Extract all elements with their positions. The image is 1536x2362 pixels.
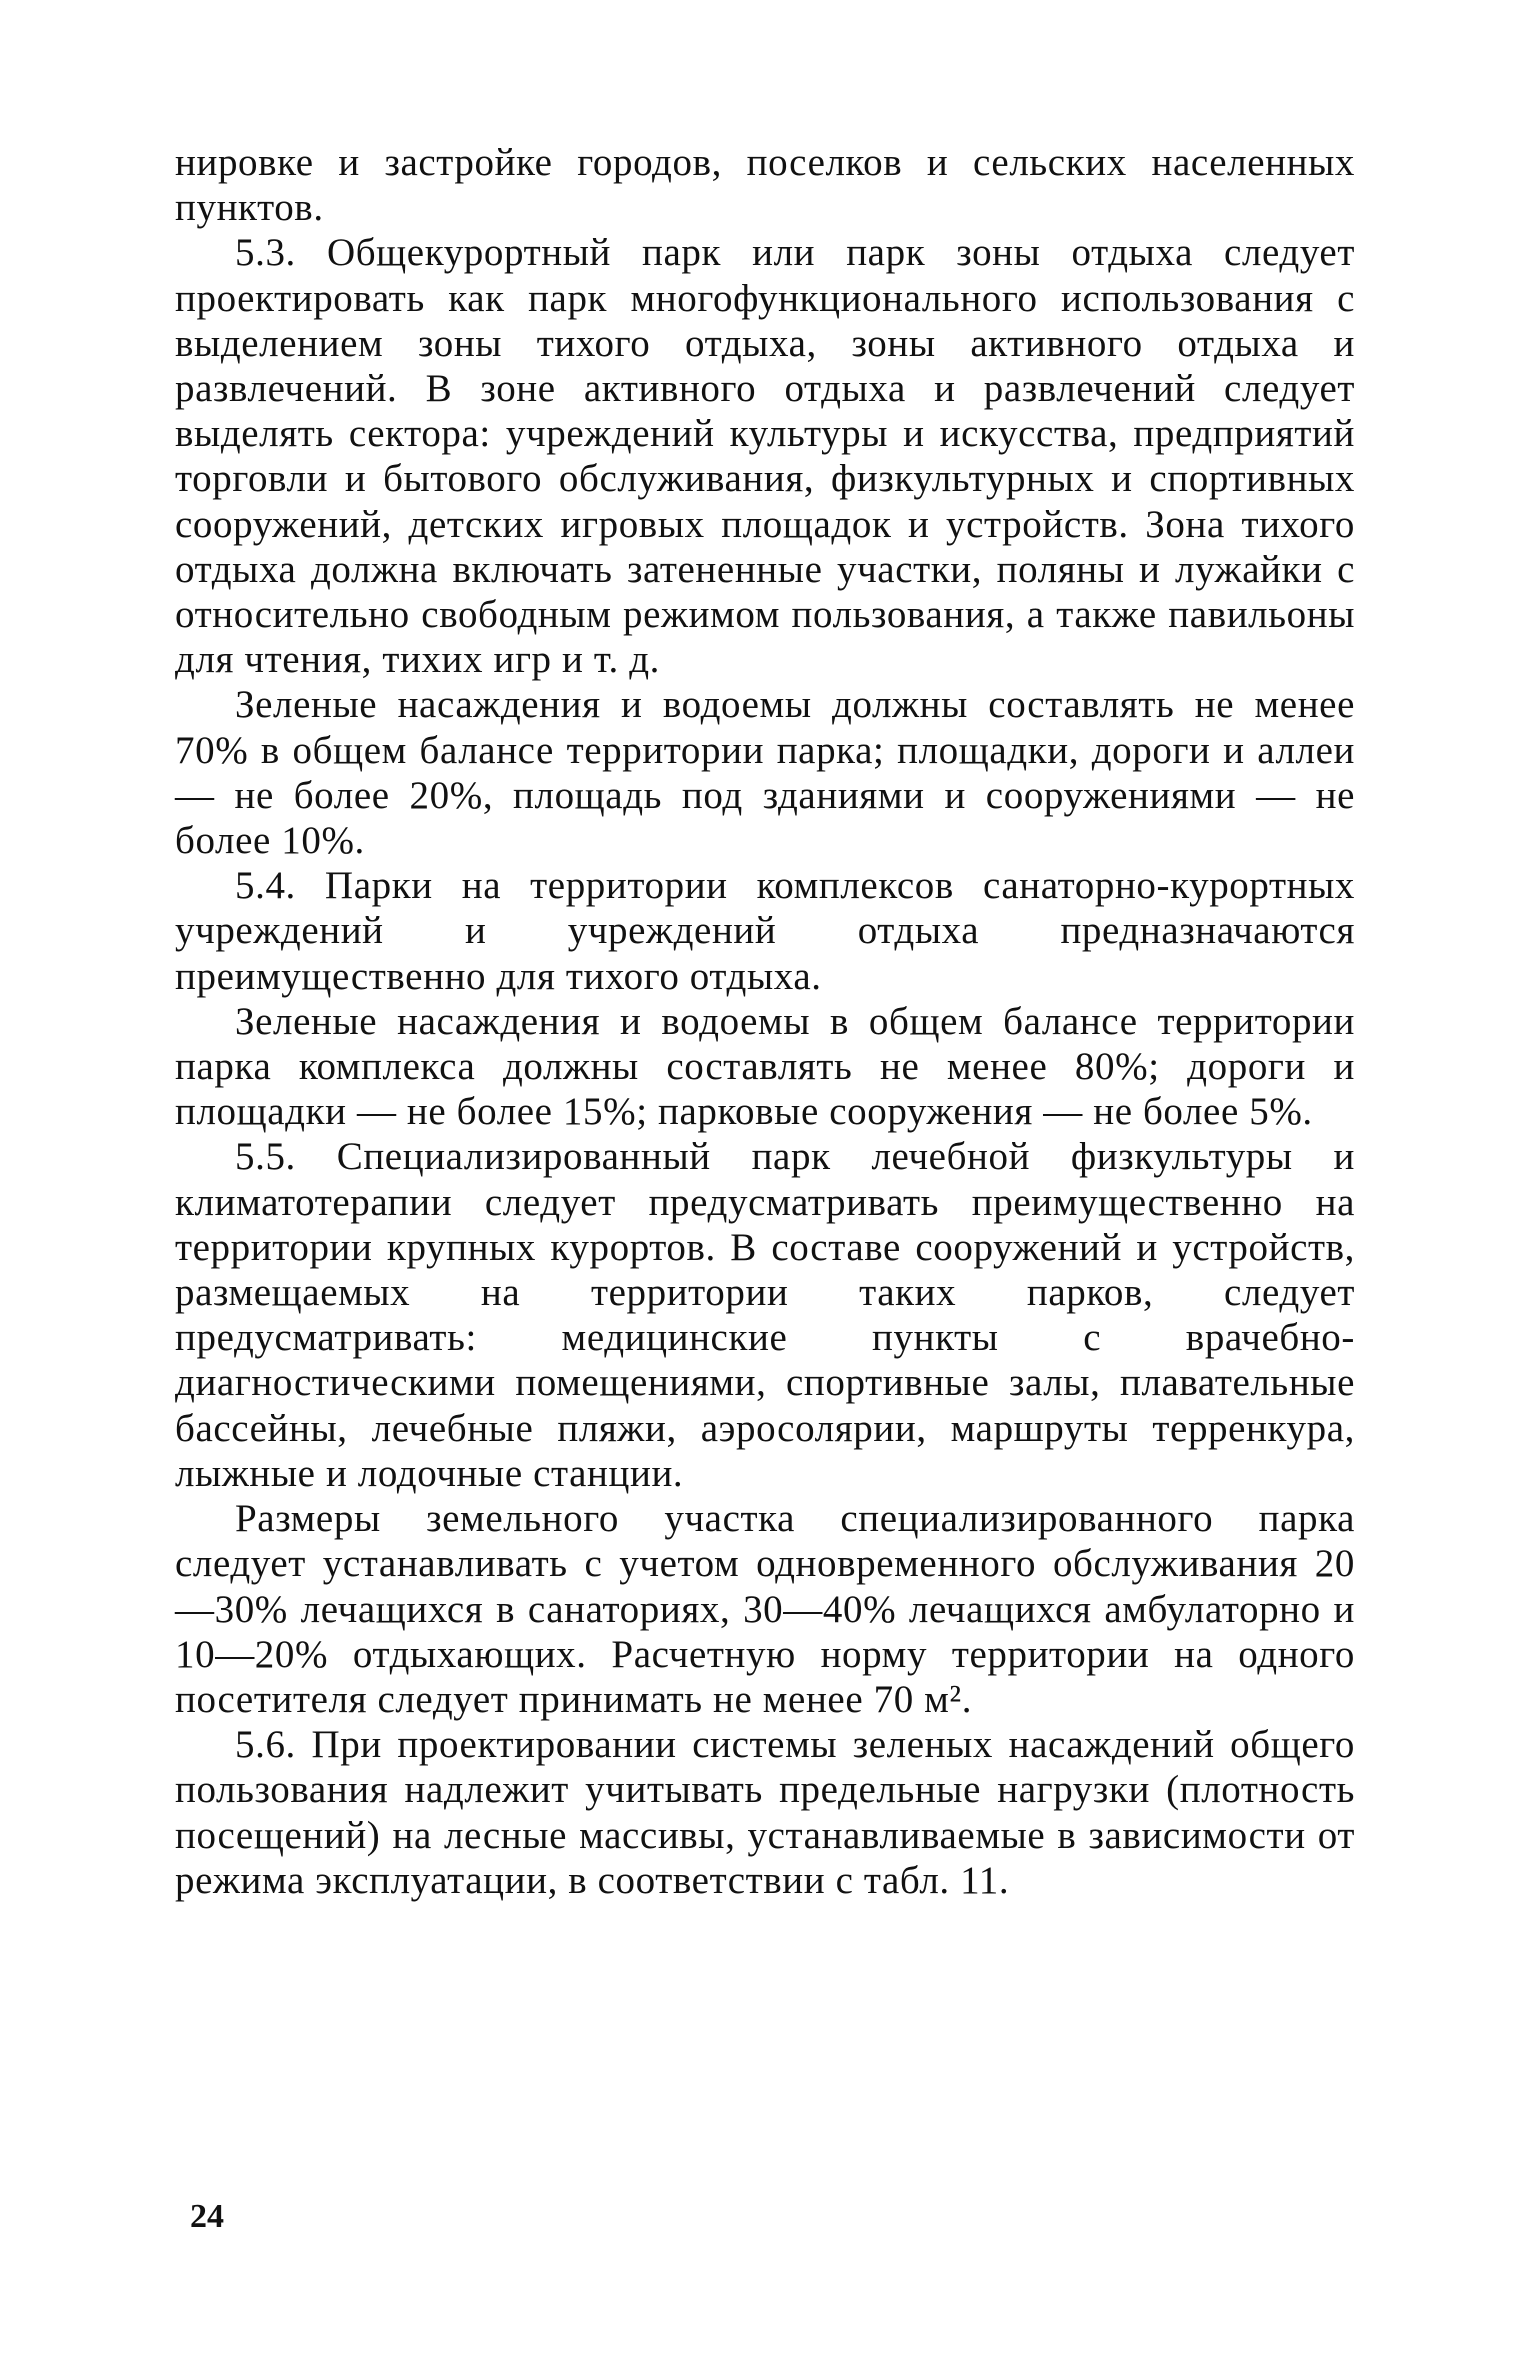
paragraph-5-3: 5.3. Общекурортный парк или парк зоны отдыха следует проектировать как парк многофункционального использования с выделением зоны тихого отдыха, зоны активного отдыха и развлечений. В зоне активного отдыха и развлечений следует выделять сектора: учреждений культуры и искусства, предприятий торговли и бытового обслуживания, физкультурных и спортивных сооружений, детских игровых площадок и устройств. Зона тихого отдыха должна включать затененные участки, поляны и лужайки с относительно свободным режимом пользования, а также павильоны для чтения, тихих игр и т. д. [175,231,1355,682]
paragraph-5-6: 5.6. При проектировании системы зеленых насаждений общего пользования надлежит учитывать предельные нагрузки (плотность посещений) на лесные массивы, устанавливаемые в зависимости от режима эксплуатации, в соответствии с табл. 11. [175,1723,1355,1902]
paragraph-continuation: нировке и застройке городов, поселков и сельских населенных пунктов. [175,141,1355,230]
paragraph-complex-balance: Зеленые насаждения и водоемы в общем балансе территории парка комплекса должны составлять не менее 80%; дороги и площадки — не более 15%; парковые сооружения — не более 5%. [175,999,1355,1134]
paragraph-green-areas-balance: Зеленые насаждения и водоемы должны составлять не менее 70% в общем балансе территории парка; площадки, дороги и аллеи — не более 20%, площадь под зданиями и сооружениями — не более 10%. [175,683,1355,863]
paragraph-site-size: Размеры земельного участка специализированного парка следует устанавливать с учетом одновременного обслуживания 20—30% лечащихся в санаториях, 30—40% лечащихся амбулаторно и 10—20% отдыхающих. Расчетную норму территории на одного посетителя следует принимать не менее 70 м². [175,1497,1355,1721]
document-body [175,140,1355,1903]
paragraph-5-5: 5.5. Специализированный парк лечебной физкультуры и климатотерапии следует предусматривать преимущественно на территории крупных курортов. В составе сооружений и устройств, размещаемых на территории таких парков, следует предусматривать: медицинские пункты с врачебно-диагностическими помещениями, спортивные залы, плавательные бассейны, лечебные пляжи, аэросолярии, маршруты терренкура, лыжные и лодочные станции. [175,1135,1355,1495]
page-number: 24 [190,2198,224,2235]
paragraph-5-4: 5.4. Парки на территории комплексов санаторно-курортных учреждений и учреждений отдыха предназначаются преимущественно для тихого отдыха. [175,864,1355,998]
